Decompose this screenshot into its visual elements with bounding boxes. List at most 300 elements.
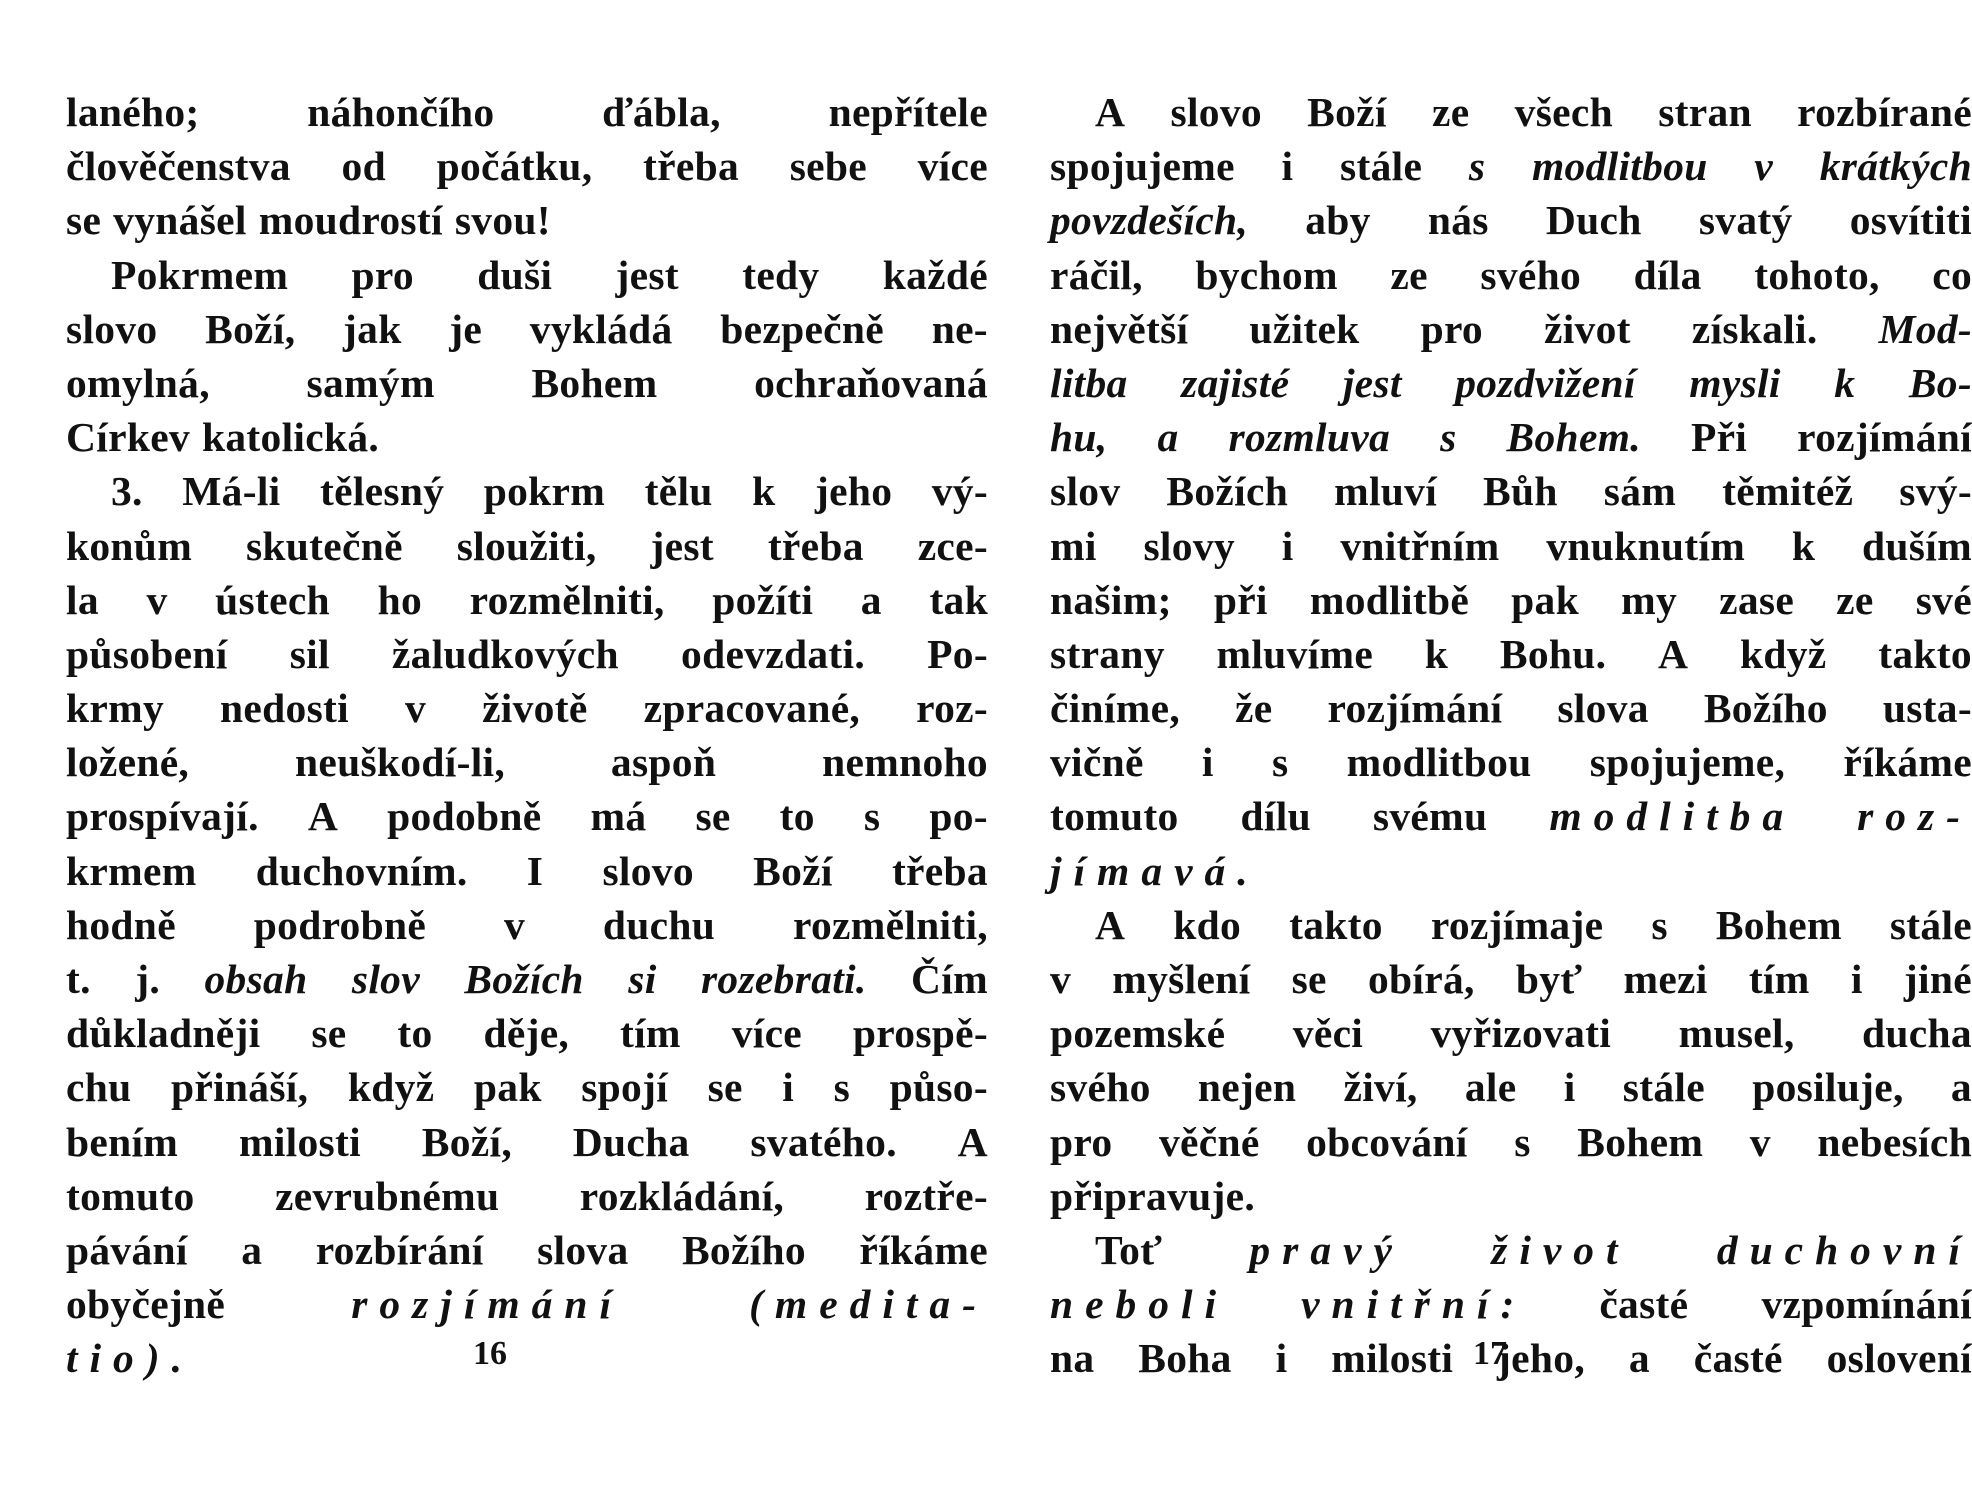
word: strany xyxy=(1050,630,1165,677)
word: obsah xyxy=(204,956,308,1002)
word: aby xyxy=(1305,197,1371,244)
word: zajisté xyxy=(1181,359,1290,406)
word: s xyxy=(1271,739,1289,786)
word: modlitbě xyxy=(1309,576,1470,623)
word: kdo xyxy=(1173,901,1242,948)
word: nebesích xyxy=(1817,1118,1972,1165)
word: ložené, xyxy=(66,739,190,786)
word: ochraňovaná xyxy=(754,359,988,406)
word: s xyxy=(833,1064,851,1111)
text-line xyxy=(1050,464,1972,518)
text-line xyxy=(1050,1006,1972,1060)
word: říkáme xyxy=(1843,739,1972,786)
word: podrobně xyxy=(253,901,427,948)
text-line xyxy=(1050,1169,1972,1223)
word: Církev xyxy=(66,414,190,461)
word: ústech xyxy=(215,576,330,623)
word: třeba xyxy=(891,847,988,894)
word: Duch xyxy=(1545,197,1642,244)
word: Boží, xyxy=(421,1118,512,1165)
word: A xyxy=(307,793,339,840)
word: v xyxy=(1754,143,1774,190)
word: stále xyxy=(1340,143,1423,190)
word: třeba xyxy=(643,143,740,190)
text-line xyxy=(66,248,988,302)
text-line xyxy=(66,898,988,952)
word: 3. xyxy=(111,468,143,515)
word: s xyxy=(1468,143,1486,190)
word: Bůh xyxy=(1483,468,1558,515)
word: připravuje. xyxy=(1050,1172,1256,1219)
word: modlitba xyxy=(1549,793,1796,840)
text-line xyxy=(66,1223,988,1277)
word: slovo xyxy=(1170,89,1262,135)
word: hu, xyxy=(1050,414,1108,461)
word: litba xyxy=(1050,359,1128,406)
word: tio). xyxy=(66,1335,195,1382)
word: jiné xyxy=(1903,956,1972,1002)
word: co xyxy=(1932,251,1972,298)
text-line xyxy=(66,464,988,518)
word: náhončího xyxy=(307,89,495,135)
text-line xyxy=(1050,248,1972,302)
word: Čím xyxy=(910,956,988,1002)
word: slov xyxy=(1050,468,1121,515)
word: modlitbou xyxy=(1346,739,1532,786)
word: tomuto xyxy=(1050,793,1179,840)
word: život xyxy=(1544,305,1631,352)
word: posiluje, xyxy=(1752,1064,1904,1111)
word: musel, xyxy=(1678,1010,1795,1057)
word: obcování xyxy=(1306,1118,1468,1165)
word: neboli xyxy=(1050,1281,1229,1328)
word: laného; xyxy=(66,89,200,135)
text-line xyxy=(66,573,988,627)
word: Toť xyxy=(1095,1226,1163,1273)
word: se xyxy=(311,1010,347,1057)
word: pokrm xyxy=(483,468,606,515)
word: jest xyxy=(1342,359,1402,406)
word: milosti xyxy=(1331,1335,1454,1382)
word: spojujeme, xyxy=(1589,739,1786,786)
word: duším xyxy=(1862,522,1972,569)
word: mi xyxy=(1050,522,1097,569)
word: časté xyxy=(1599,1281,1689,1328)
word: ze xyxy=(1390,251,1428,298)
word: že xyxy=(1235,685,1273,732)
text-line xyxy=(66,789,988,843)
word: a xyxy=(1950,1064,1972,1111)
text-line xyxy=(1050,1277,1972,1331)
word: přináší, xyxy=(171,1064,309,1111)
word: vý- xyxy=(931,468,988,515)
word: k xyxy=(1834,359,1856,406)
word: ducha xyxy=(1862,1010,1972,1057)
word: pak xyxy=(1511,576,1579,623)
word: Má-li xyxy=(182,468,281,515)
word: spojí xyxy=(581,1064,669,1111)
word: od xyxy=(341,143,386,190)
word: mezi xyxy=(1623,956,1708,1002)
text-line xyxy=(66,1277,988,1331)
word: krátkých xyxy=(1819,143,1972,190)
word: tím xyxy=(619,1010,681,1057)
word: každé xyxy=(882,251,988,298)
word: la xyxy=(66,576,99,623)
text-line xyxy=(66,735,988,789)
word: a xyxy=(1628,1335,1650,1382)
word: takto xyxy=(1289,901,1383,948)
word: svému xyxy=(1372,793,1488,840)
text-line xyxy=(1050,627,1972,681)
word: my xyxy=(1621,576,1677,623)
word: vnuknutím xyxy=(1546,522,1746,569)
text-line xyxy=(66,356,988,410)
word: jeho xyxy=(815,468,893,515)
word: i xyxy=(1275,1335,1288,1382)
word: Božích xyxy=(1166,468,1289,515)
word: svého xyxy=(1480,251,1582,298)
word: aspoň xyxy=(610,739,717,786)
word: s xyxy=(1651,901,1668,948)
word: roztře- xyxy=(864,1172,988,1219)
word: více xyxy=(917,143,988,190)
right-page-number: 17 xyxy=(1473,1335,1507,1372)
text-line xyxy=(66,1115,988,1169)
text-line xyxy=(66,952,988,1006)
word: slovo xyxy=(602,847,694,894)
word: sebe xyxy=(789,143,867,190)
word: spojujeme xyxy=(1050,143,1235,190)
word: zevrubnému xyxy=(275,1172,500,1219)
word: A xyxy=(1095,901,1126,948)
text-line xyxy=(1050,789,1972,843)
word: časté xyxy=(1693,1335,1783,1382)
word: rozmělniti, xyxy=(469,576,665,623)
word: i xyxy=(1201,739,1214,786)
word: počátku, xyxy=(436,143,593,190)
word: ráčil, xyxy=(1050,251,1143,298)
word: svého xyxy=(1050,1064,1151,1111)
word: Bohem xyxy=(1577,1118,1704,1165)
word: v xyxy=(405,685,427,732)
word: život xyxy=(1491,1226,1630,1273)
word: při xyxy=(1213,576,1268,623)
word: pávání xyxy=(66,1226,188,1273)
text-line xyxy=(66,1060,988,1114)
text-line xyxy=(66,627,988,681)
word: činíme, xyxy=(1050,685,1181,732)
word: jeho, xyxy=(1497,1335,1585,1382)
word: rozjímaje xyxy=(1430,901,1604,948)
word: se xyxy=(66,197,102,244)
word: je xyxy=(449,305,483,352)
word: hodně xyxy=(66,901,176,948)
word: žaludkových xyxy=(391,630,619,677)
word: i xyxy=(1281,143,1294,190)
word: třeba xyxy=(767,522,864,569)
word: ho xyxy=(377,576,422,623)
word: duchu xyxy=(602,901,716,948)
word: vyřizovati xyxy=(1430,1010,1612,1057)
word: všech xyxy=(1514,89,1613,135)
word: vynášel xyxy=(113,197,247,244)
text-line xyxy=(1050,735,1972,789)
word: ne- xyxy=(931,305,988,352)
word: tělesný xyxy=(319,468,445,515)
word: Bohu. xyxy=(1499,630,1607,677)
text-line xyxy=(1050,410,1972,464)
word: Po- xyxy=(927,630,988,677)
word: s xyxy=(1440,414,1457,461)
word: pro xyxy=(1050,1118,1113,1165)
left-page-text xyxy=(66,85,988,1386)
word: když xyxy=(1740,630,1827,677)
word: milosti xyxy=(238,1118,361,1165)
word: prospívají. xyxy=(66,793,259,840)
word: mluvíme xyxy=(1216,630,1374,677)
word: Boží xyxy=(753,847,833,894)
word: osvítiti xyxy=(1849,197,1972,244)
word: svý- xyxy=(1899,468,1972,515)
word: krmem xyxy=(66,847,197,894)
word: tedy xyxy=(742,251,820,298)
word: s xyxy=(863,793,881,840)
word: prospě- xyxy=(852,1010,988,1057)
word: Bohem. xyxy=(1506,414,1641,461)
word: vičně xyxy=(1050,739,1144,786)
text-line xyxy=(1050,681,1972,735)
word: takto xyxy=(1878,630,1972,677)
word: sám xyxy=(1603,468,1677,515)
word: rozbírané xyxy=(1797,89,1972,135)
text-line xyxy=(1050,1223,1972,1277)
word: v xyxy=(1050,956,1072,1002)
word: životě xyxy=(482,685,588,732)
word: živí, xyxy=(1343,1064,1418,1111)
word: krmy xyxy=(66,685,165,732)
word: k xyxy=(752,468,776,515)
word: i xyxy=(1850,956,1863,1002)
word: si xyxy=(628,956,657,1002)
word: svou! xyxy=(454,197,551,244)
word: vzpomínání xyxy=(1761,1281,1972,1328)
text-line xyxy=(1050,302,1972,356)
word: Ducha xyxy=(572,1118,690,1165)
word: rozebrati. xyxy=(700,956,867,1002)
word: člověčenstva xyxy=(66,143,291,190)
text-line xyxy=(1050,844,1972,898)
word: to xyxy=(397,1010,433,1057)
word: v xyxy=(1749,1118,1771,1165)
word: pravý xyxy=(1249,1226,1404,1273)
word: pozdvižení xyxy=(1455,359,1636,406)
word: stále xyxy=(1622,1064,1705,1111)
word: Boha xyxy=(1138,1335,1232,1382)
word: vnitřním xyxy=(1340,522,1500,569)
word: a xyxy=(1157,414,1179,461)
word: A xyxy=(1095,89,1126,135)
word: sloužiti, xyxy=(456,522,597,569)
word: Božího xyxy=(1703,685,1828,732)
word: odevzdati. xyxy=(681,630,866,677)
word: moudrostí xyxy=(258,197,443,244)
word: tím xyxy=(1748,956,1810,1002)
word: bením xyxy=(66,1118,179,1165)
word: svatého. xyxy=(750,1118,897,1165)
word: zce- xyxy=(917,522,988,569)
word: skutečně xyxy=(245,522,403,569)
word: nemnoho xyxy=(822,739,988,786)
word: konům xyxy=(66,522,193,569)
text-line xyxy=(1050,193,1972,247)
text-line xyxy=(1050,85,1972,139)
word: duchovní xyxy=(1716,1226,1972,1273)
word: i xyxy=(782,1064,795,1111)
word: děje, xyxy=(483,1010,570,1057)
word: jest xyxy=(615,251,679,298)
word: rozkládání, xyxy=(579,1172,785,1219)
word: říkáme xyxy=(859,1226,988,1273)
word: našim; xyxy=(1050,576,1172,623)
text-line xyxy=(1050,898,1972,952)
text-line xyxy=(66,410,988,464)
word: díla xyxy=(1633,251,1702,298)
word: se xyxy=(707,1064,743,1111)
word: rozmělniti, xyxy=(792,901,988,948)
word: půso- xyxy=(889,1064,988,1111)
word: bychom xyxy=(1195,251,1338,298)
word: jímavá. xyxy=(1050,847,1260,894)
text-line xyxy=(66,1169,988,1223)
word: nás xyxy=(1427,197,1489,244)
word: dílu xyxy=(1240,793,1311,840)
word: slov xyxy=(351,956,420,1002)
word: Bo- xyxy=(1908,359,1972,406)
right-page-text xyxy=(1050,85,1972,1386)
word: Boží, xyxy=(205,305,296,352)
word: roz- xyxy=(916,685,988,732)
word: pozemské xyxy=(1050,1010,1226,1057)
text-line xyxy=(66,681,988,735)
word: mysli xyxy=(1689,359,1781,406)
word: rozjímání xyxy=(1797,414,1972,461)
word: Božích xyxy=(464,956,584,1002)
word: získali. xyxy=(1691,305,1818,352)
word: ze xyxy=(1431,89,1470,135)
text-line xyxy=(66,193,988,247)
word: mluví xyxy=(1334,468,1438,515)
text-line xyxy=(1050,1115,1972,1169)
word: tohoto, xyxy=(1754,251,1880,298)
word: usta- xyxy=(1882,685,1972,732)
word: se xyxy=(1291,956,1327,1002)
word: když xyxy=(347,1064,435,1111)
word: svatý xyxy=(1698,197,1793,244)
word: A xyxy=(1658,630,1689,677)
word: rozjímání xyxy=(351,1281,623,1328)
word: více xyxy=(731,1010,803,1057)
word: působení xyxy=(66,630,228,677)
word: obyčejně xyxy=(66,1281,226,1328)
word: věčné xyxy=(1158,1118,1260,1165)
word: duchovním. xyxy=(255,847,468,894)
word: má xyxy=(590,793,647,840)
word: Při xyxy=(1690,414,1748,461)
word: těmitéž xyxy=(1722,468,1854,515)
text-line xyxy=(66,519,988,573)
word: slova xyxy=(537,1226,629,1273)
word: ale xyxy=(1464,1064,1517,1111)
word: tomuto xyxy=(66,1172,195,1219)
word: samým xyxy=(306,359,435,406)
text-line xyxy=(66,139,988,193)
word: slovy xyxy=(1143,522,1235,569)
word: Božího xyxy=(681,1226,806,1273)
text-line xyxy=(1050,573,1972,627)
word: oslovení xyxy=(1826,1335,1972,1382)
word: Boží xyxy=(1307,89,1387,135)
text-line xyxy=(1050,952,1972,1006)
word: po- xyxy=(929,793,988,840)
word: pak xyxy=(473,1064,542,1111)
word: na xyxy=(1050,1335,1095,1382)
word: nepřítele xyxy=(828,89,988,135)
word: Pokrmem xyxy=(111,251,289,298)
word: I xyxy=(526,847,544,894)
word: v xyxy=(146,576,168,623)
word: obírá, xyxy=(1367,956,1475,1002)
word: požíti xyxy=(712,576,814,623)
word: k xyxy=(1791,522,1816,569)
word: rozmluva xyxy=(1228,414,1391,461)
word: pro xyxy=(1420,305,1483,352)
word: nedosti xyxy=(220,685,349,732)
word: užitek xyxy=(1249,305,1360,352)
word: chu xyxy=(66,1064,132,1111)
left-page-number: 16 xyxy=(473,1335,507,1372)
word: ze xyxy=(1836,576,1874,623)
word: k xyxy=(1424,630,1449,677)
word: s xyxy=(1514,1118,1531,1165)
text-line xyxy=(66,844,988,898)
word: byť xyxy=(1515,956,1583,1002)
word: omylná, xyxy=(66,359,210,406)
word: rozjímání xyxy=(1327,685,1503,732)
text-line xyxy=(1050,1060,1972,1114)
word: Bohem xyxy=(531,359,658,406)
word: ďábla, xyxy=(602,89,721,135)
word: povzdeších, xyxy=(1050,197,1249,244)
word: své xyxy=(1915,576,1972,623)
word: jak xyxy=(343,305,402,352)
word: v xyxy=(503,901,526,948)
word: i xyxy=(1563,1064,1576,1111)
word: t. xyxy=(66,956,91,1002)
text-line xyxy=(1050,139,1972,193)
text-line xyxy=(66,302,988,356)
word: se xyxy=(695,793,731,840)
word: roz- xyxy=(1857,793,1972,840)
word: pro xyxy=(351,251,414,298)
word: zase xyxy=(1719,576,1795,623)
word: Bohem xyxy=(1715,901,1842,948)
word: stran xyxy=(1658,89,1752,135)
word: věci xyxy=(1292,1010,1364,1057)
word: myšlení xyxy=(1112,956,1251,1002)
word: důkladněji xyxy=(66,1010,261,1057)
word: Mod- xyxy=(1878,305,1972,352)
